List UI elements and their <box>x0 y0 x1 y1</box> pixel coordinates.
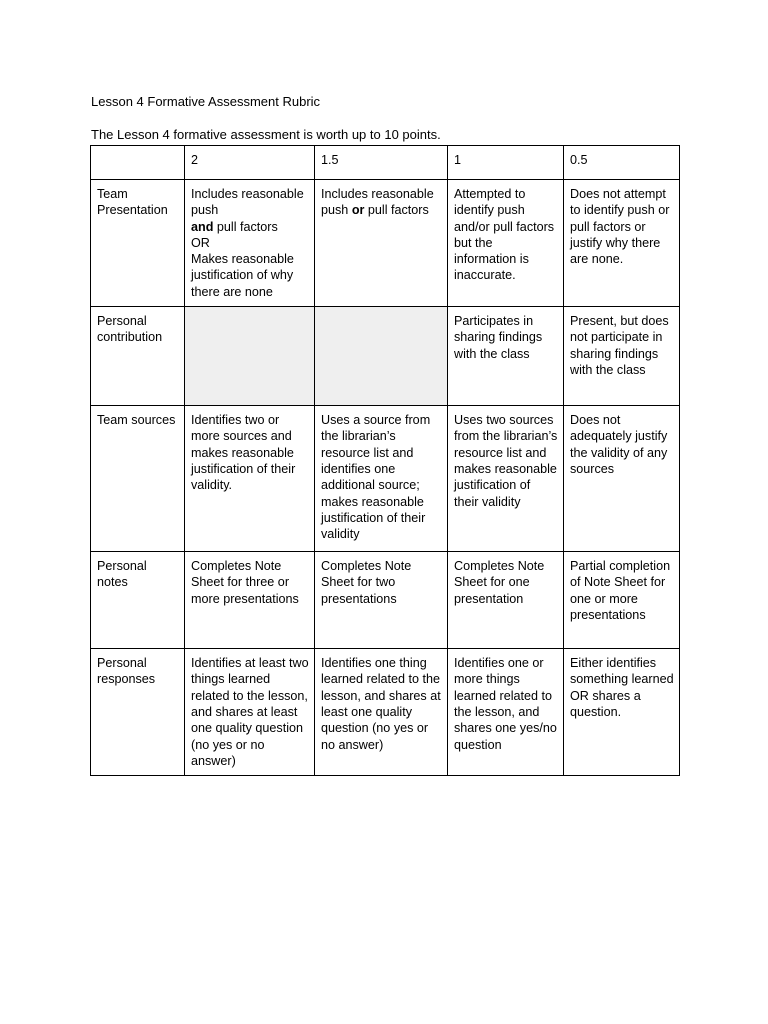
row-personal-notes <box>91 552 680 649</box>
score-2-cell: Identifies at least two things learned related to the lesson, and shares at least one quality question (no yes or no answer) <box>185 649 315 776</box>
score-1-cell: Attempted to identify push and/or pull factors but the information is inaccurate. <box>448 180 564 307</box>
score-0-5-cell: Either identifies something learned OR shares a question. <box>564 649 680 776</box>
empty-shaded-cell <box>185 307 315 406</box>
intro-paragraph: The Lesson 4 formative assessment is worth up to 10 points. <box>91 127 441 142</box>
criterion-cell: Personal notes <box>91 552 185 649</box>
score-2-cell <box>185 180 315 307</box>
header-criterion <box>91 146 185 180</box>
score-1-cell: Completes Note Sheet for one presentation <box>448 552 564 649</box>
header-score-0-5: 0.5 <box>564 146 680 180</box>
cell-text: pull factors <box>364 203 429 218</box>
row-team-sources <box>91 406 680 552</box>
score-1-5-cell: Identifies one thing learned related to the lesson, and shares at least one quality question (no yes or no answer) <box>315 649 448 776</box>
header-score-1: 1 <box>448 146 564 180</box>
bold-keyword: or <box>351 203 365 218</box>
row-team-presentation <box>91 180 680 307</box>
bold-keyword: and <box>191 219 214 234</box>
score-0-5-cell: Present, but does not participate in sharing findings with the class <box>564 307 680 406</box>
criterion-cell: Personal contribution <box>91 307 185 406</box>
cell-text: Includes reasonable push <box>321 187 434 218</box>
score-1-cell: Identifies one or more things learned related to the lesson, and shares one yes/no question <box>448 649 564 776</box>
score-1-cell: Participates in sharing findings with the class <box>448 307 564 406</box>
header-score-1-5: 1.5 <box>315 146 448 180</box>
cell-text: Includes reasonable push <box>191 187 304 218</box>
score-1-cell: Uses two sources from the librarian’s resource list and makes reasonable justification of their validity <box>448 406 564 552</box>
empty-shaded-cell <box>315 307 448 406</box>
score-1-5-cell <box>315 180 448 307</box>
header-score-2: 2 <box>185 146 315 180</box>
score-1-5-cell: Uses a source from the librarian’s resource list and identifies one additional source; makes reasonable justification of their validity <box>315 406 448 552</box>
score-0-5-cell: Partial completion of Note Sheet for one or more presentations <box>564 552 680 649</box>
row-personal-contribution <box>91 307 680 406</box>
score-1-5-cell: Completes Note Sheet for two presentations <box>315 552 448 649</box>
row-personal-responses <box>91 649 680 776</box>
cell-text: pull factors <box>213 219 278 234</box>
document-title: Lesson 4 Formative Assessment Rubric <box>91 94 321 109</box>
score-2-cell: Identifies two or more sources and makes reasonable justification of their validity. <box>185 406 315 552</box>
cell-text: Makes reasonable justification of why there are none <box>191 252 294 299</box>
header-row <box>91 146 680 180</box>
rubric-table <box>90 145 680 776</box>
cell-text: OR <box>191 235 210 250</box>
criterion-cell: Team sources <box>91 406 185 552</box>
score-2-cell: Completes Note Sheet for three or more presentations <box>185 552 315 649</box>
criterion-cell: Personal responses <box>91 649 185 776</box>
score-0-5-cell: Does not attempt to identify push or pull factors or justify why there are none. <box>564 180 680 307</box>
criterion-cell: Team Presentation <box>91 180 185 307</box>
score-0-5-cell: Does not adequately justify the validity of any sources <box>564 406 680 552</box>
